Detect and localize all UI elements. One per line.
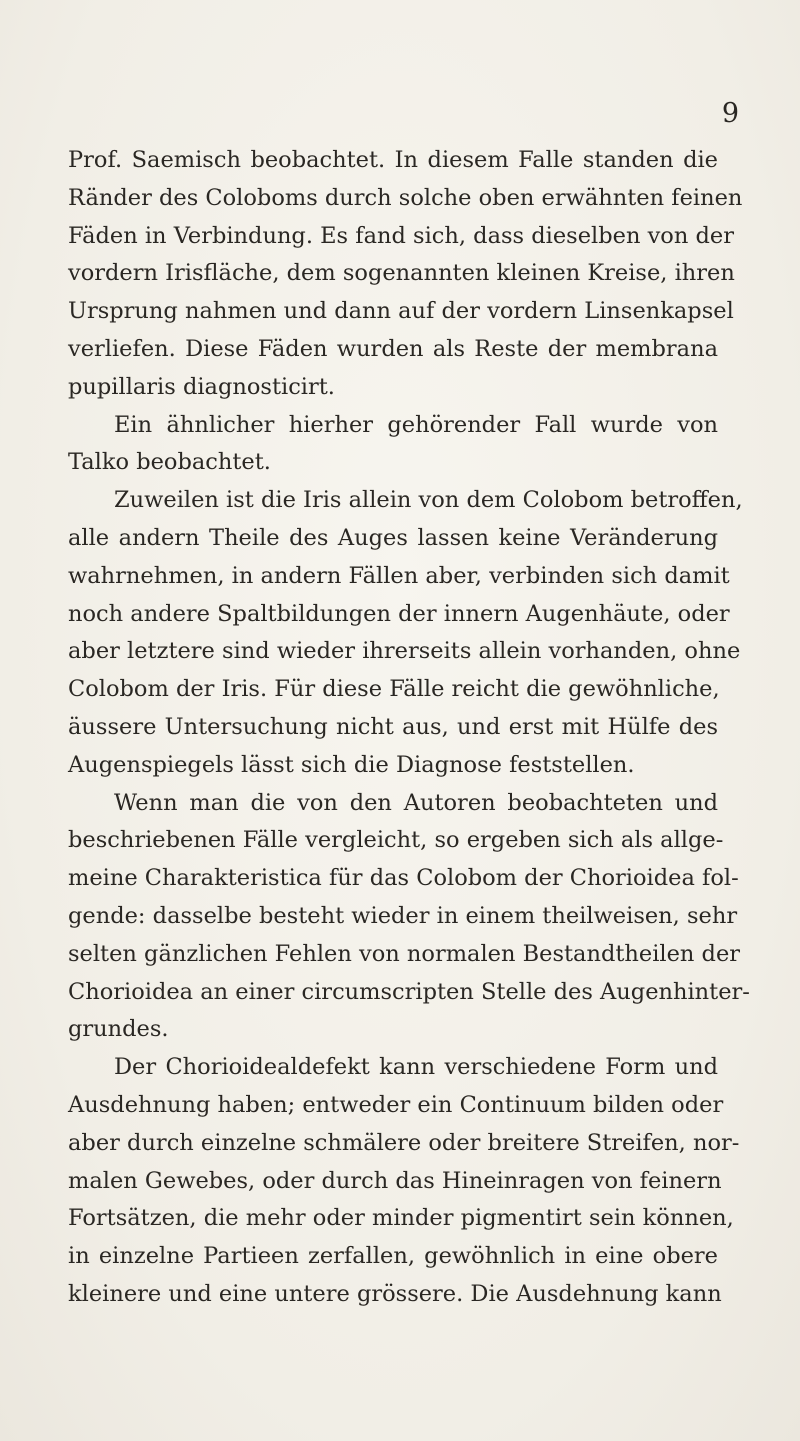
body-text <box>68 142 750 1314</box>
text-line: Ein ähnlicher hierher gehörender Fall wurde von <box>114 411 718 438</box>
text-line: pupillaris diagnosticirt. <box>68 373 335 400</box>
text-line: Zuweilen ist die Iris allein von dem Colobom betroffen, <box>114 487 743 514</box>
text-line: kleinere und eine untere grössere. Die Ausdehnung kann <box>68 1280 722 1307</box>
text-line: vordern Irisfläche, dem sogenannten kleinen Kreise, ihren <box>68 260 735 287</box>
text-line: Ursprung nahmen und dann auf der vordern Linsenkapsel <box>68 298 734 325</box>
text-line: Fäden in Verbindung. Es fand sich, dass dieselben von der <box>68 222 734 249</box>
text-line: Ränder des Coloboms durch solche oben erwähnten feinen <box>68 184 743 211</box>
text-line: alle andern Theile des Auges lassen keine Veränderung <box>68 524 718 551</box>
text-line: Wenn man die von den Autoren beobachteten und <box>114 789 718 816</box>
text-line: äussere Untersuchung nicht aus, und erst mit Hülfe des <box>68 713 718 740</box>
text-line: Fortsätzen, die mehr oder minder pigmentirt sein können, <box>68 1205 734 1232</box>
text-line: Der Chorioidealdefekt kann verschiedene Form und <box>114 1054 718 1081</box>
text-line: Colobom der Iris. Für diese Fälle reicht die gewöhnliche, <box>68 676 720 703</box>
text-line: Prof. Saemisch beobachtet. In diesem Falle standen die <box>68 147 718 173</box>
text-line: Ausdehnung haben; entweder ein Continuum bilden oder <box>68 1091 724 1118</box>
text-line: wahrnehmen, in andern Fällen aber, verbinden sich damit <box>68 562 730 589</box>
text-line: aber letztere sind wieder ihrerseits allein vorhanden, ohne <box>68 638 741 665</box>
text-line: meine Charakteristica für das Colobom der Chorioidea fol- <box>68 865 739 892</box>
text-line: aber durch einzelne schmälere oder breitere Streifen, nor- <box>68 1129 740 1156</box>
text-line: Talko beobachtet. <box>68 449 271 476</box>
text-line: malen Gewebes, oder durch das Hineinragen von feinern <box>68 1167 722 1194</box>
text-line: gende: dasselbe besteht wieder in einem theilweisen, sehr <box>68 902 738 929</box>
text-line: selten gänzlichen Fehlen von normalen Bestandtheilen der <box>68 940 741 967</box>
text-line: in einzelne Partieen zerfallen, gewöhnlich in eine obere <box>68 1243 718 1270</box>
text-line: beschriebenen Fälle vergleicht, so ergeben sich als allge- <box>68 827 724 854</box>
text-line: verliefen. Diese Fäden wurden als Reste der membrana <box>68 335 718 362</box>
text-line: Chorioidea an einer circumscripten Stelle des Augenhinter- <box>68 978 750 1005</box>
text-line: grundes. <box>68 1016 169 1043</box>
page-number: 9 <box>721 98 740 129</box>
text-line: Augenspiegels lässt sich die Diagnose feststellen. <box>68 751 635 778</box>
text-line: noch andere Spaltbildungen der innern Augenhäute, oder <box>68 600 730 627</box>
